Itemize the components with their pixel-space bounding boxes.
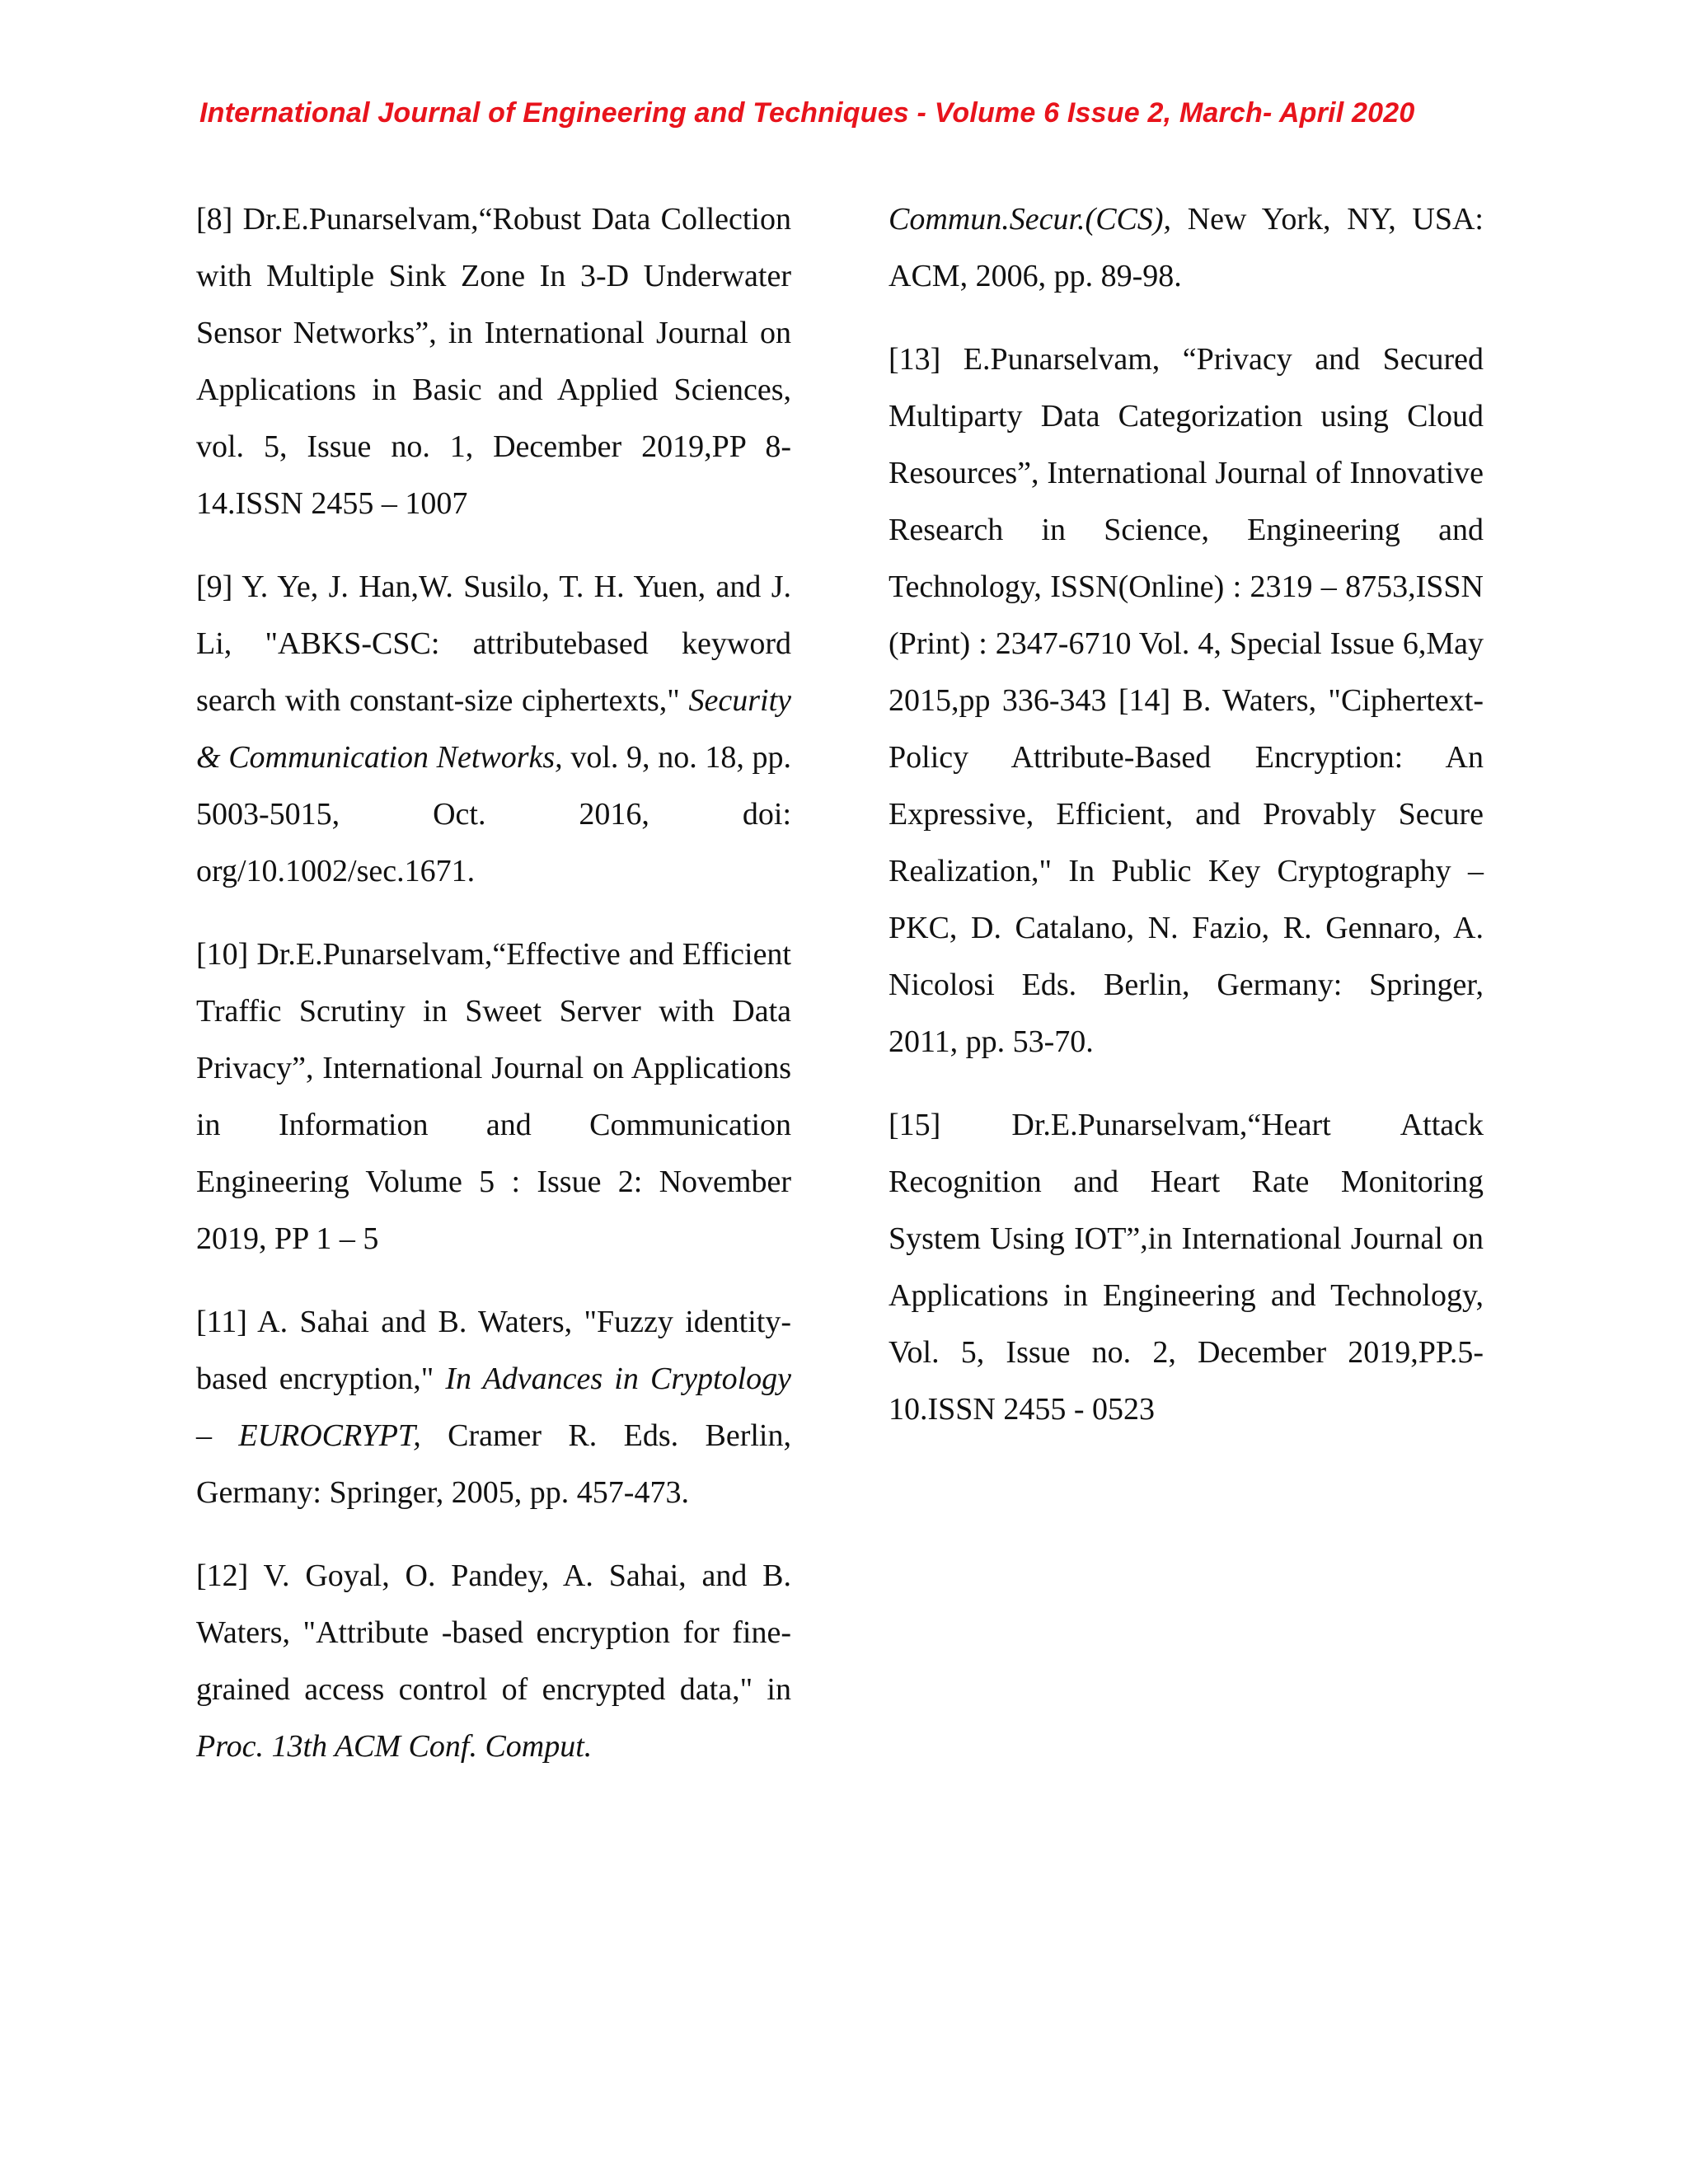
reference-text-segment: Security & Communication Networks, — [196, 683, 791, 775]
reference-text-segment: In Advances in Cryptology – EUROCRYPT, — [196, 1361, 791, 1453]
reference-text-segment: Proc. 13th ACM Conf. Comput. — [196, 1729, 593, 1764]
reference-ref-12 — [196, 1548, 791, 1775]
right-column — [889, 191, 1484, 1465]
reference-ref-13-14 — [889, 331, 1484, 1071]
reference-ref-8 — [196, 191, 791, 532]
reference-text-segment: [15] Dr.E.Punarselvam,“Heart Attack Recognition and Heart Rate Monitoring System Using IOT”,in International Journal on Applications in Engineering and Technology, Vol. 5, Issue no. 2, December 2019,PP.5-10.ISSN 2455 - 0523 — [889, 1108, 1484, 1427]
reference-text-segment: [9] Y. Ye, J. Han,W. Susilo, T. H. Yuen, and J. Li, "ABKS-CSC: attributebased keyword search with constant-size ciphertexts," — [196, 569, 791, 718]
journal-header: International Journal of Engineering and Techniques - Volume 6 Issue 2, March- April 2020 — [199, 97, 1415, 129]
reference-ref-10 — [196, 926, 791, 1268]
reference-text-segment: [10] Dr.E.Punarselvam,“Effective and Efficient Traffic Scrutiny in Sweet Server with Data Privacy”, International Journal on Applications in Information and Communication Engineering Volume 5 : Issue 2: November 2019, PP 1 – 5 — [196, 937, 791, 1256]
left-column — [196, 191, 791, 1802]
reference-text-segment: New York, NY, USA: ACM, 2006, pp. 89-98. — [889, 202, 1484, 293]
reference-text-segment: Commun.Secur.(CCS), — [889, 202, 1172, 237]
reference-text-segment: [12] V. Goyal, O. Pandey, A. Sahai, and B. Waters, "Attribute -based encryption for fine-grained access control of encrypted data," in — [196, 1558, 791, 1707]
reference-ref-9 — [196, 559, 791, 900]
reference-ref-12-cont — [889, 191, 1484, 305]
reference-text-segment: vol. 9, no. 18, pp. 5003-5015, Oct. 2016, doi: org/10.1002/sec.1671. — [196, 740, 791, 888]
reference-text-segment: [8] Dr.E.Punarselvam,“Robust Data Collection with Multiple Sink Zone In 3-D Underwater Sensor Networks”, in International Journal on Applications in Basic and Applied Sciences, vol. 5, Issue no. 1, December 2019,PP 8-14.ISSN 2455 – 1007 — [196, 202, 791, 521]
reference-text-segment: [11] A. Sahai and B. Waters, "Fuzzy identity-based encryption," — [196, 1305, 791, 1396]
reference-text-segment: Cramer R. Eds. Berlin, Germany: Springer, 2005, pp. 457-473. — [196, 1418, 791, 1510]
reference-ref-11 — [196, 1294, 791, 1521]
reference-text-segment: [13] E.Punarselvam, “Privacy and Secured Multiparty Data Categorization using Cloud Resources”, International Journal of Innovative Research in Science, Engineering and Technology, ISSN(Online) : 2319 – 8753,ISSN (Print) : 2347-6710 Vol. 4, Special Issue 6,May 2015,pp 336-343 [14] B. Waters, "Ciphertext-Policy Attribute-Based Encryption: An Expressive, Efficient, and Provably Secure Realization," In Public Key Cryptography – PKC, D. Catalano, N. Fazio, R. Gennaro, A. Nicolosi Eds. Berlin, Germany: Springer, 2011, pp. 53-70. — [889, 342, 1484, 1059]
reference-ref-15 — [889, 1097, 1484, 1438]
